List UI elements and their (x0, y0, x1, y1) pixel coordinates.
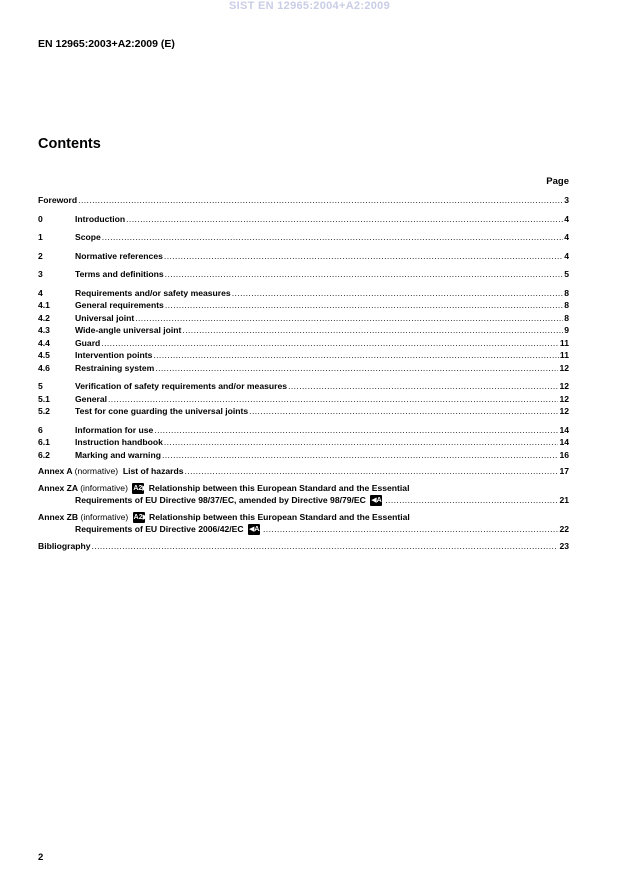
toc-entry-number: 6.2 (38, 449, 50, 460)
toc-entry-number: 1 (38, 232, 43, 242)
toc-entry-title: Restraining system (75, 362, 155, 373)
toc-entry-annex-zb-continued[interactable] (38, 523, 569, 536)
dot-leader (232, 287, 564, 300)
toc-entry-number: 6 (38, 424, 43, 435)
toc-entry-scope[interactable] (38, 231, 569, 244)
dot-leader (165, 299, 563, 312)
toc-entry-foreword[interactable] (38, 194, 569, 207)
toc-entry-title: Bibliography (38, 540, 91, 551)
toc-entry-title: Foreword (38, 195, 78, 205)
toc-entry-number: 4.3 (38, 325, 50, 335)
toc-entry-bibliography[interactable] (38, 540, 569, 553)
contents-heading: Contents (38, 136, 101, 152)
toc-entry-page: 14 (559, 437, 569, 447)
toc-entry-cone-guarding-test[interactable] (38, 405, 569, 418)
toc-entry-instruction-handbook[interactable] (38, 436, 569, 449)
toc-entry-title: Guard (75, 337, 101, 348)
toc-entry-number: 4.2 (38, 312, 50, 323)
toc-entry-guard[interactable] (38, 337, 569, 350)
dot-leader (154, 424, 558, 437)
table-of-contents (38, 194, 569, 552)
toc-entry-title: General requirements (75, 300, 164, 310)
toc-entry-page: 12 (559, 362, 569, 373)
annex-label: Annex ZB (38, 511, 79, 522)
toc-entry-title: Wide-angle universal joint (75, 325, 182, 335)
page-number: 2 (38, 852, 44, 863)
dot-leader (108, 393, 558, 406)
toc-entry-number: 4.1 (38, 300, 50, 310)
annex-type: (informative) (80, 511, 129, 522)
amendment-end-marker-icon: ◀A2 (371, 497, 386, 505)
annex-type: (normative) (74, 466, 119, 476)
page-column-heading: Page (546, 176, 569, 187)
toc-entry-title (38, 482, 409, 495)
toc-entry-wide-angle-joint[interactable] (38, 324, 569, 337)
toc-entry-page: 12 (559, 393, 569, 404)
toc-entry-number: 5 (38, 381, 43, 391)
toc-entry-page: 17 (559, 466, 569, 476)
toc-entry-requirements[interactable] (38, 287, 569, 300)
toc-entry-title: General (75, 393, 108, 404)
dot-leader (101, 337, 559, 350)
dot-leader (165, 268, 564, 281)
toc-entry-title: Verification of safety requirements and/or measures (75, 381, 288, 391)
toc-entry-title: Intervention points (75, 350, 153, 360)
toc-entry-number: 4.4 (38, 337, 50, 348)
annex-title-line2: Requirements of EU Directive 2006/42/EC (75, 524, 244, 534)
toc-entry-verification[interactable] (38, 380, 569, 393)
toc-entry-page: 14 (559, 424, 569, 435)
toc-entry-number: 4.5 (38, 350, 50, 360)
toc-entry-terms-definitions[interactable] (38, 268, 569, 281)
dot-leader (102, 231, 563, 244)
dot-leader (135, 312, 563, 325)
dot-leader (185, 465, 559, 478)
toc-entry-title: Marking and warning (75, 449, 161, 460)
toc-entry-annex-za[interactable] (38, 482, 569, 495)
toc-entry-information-for-use[interactable] (38, 424, 569, 437)
toc-entry-title: Instruction handbook (75, 437, 163, 447)
toc-entry-title: Terms and definitions (75, 269, 164, 279)
toc-entry-page: 23 (559, 540, 569, 551)
toc-entry-normative-references[interactable] (38, 250, 569, 263)
toc-entry-page: 16 (559, 449, 569, 460)
dot-leader (182, 324, 563, 337)
toc-entry-title (75, 494, 384, 507)
toc-entry-title: Test for cone guarding the universal joints (75, 406, 249, 416)
toc-entry-page: 11 (559, 337, 569, 348)
dot-leader (78, 194, 563, 207)
dot-leader (164, 250, 563, 263)
annex-title-line1: Relationship between this European Standard and the Essential (149, 511, 410, 522)
toc-entry-universal-joint[interactable] (38, 312, 569, 325)
toc-entry-page: 9 (564, 325, 569, 335)
annex-label: Annex ZA (38, 482, 78, 493)
toc-entry-number: 0 (38, 213, 43, 224)
toc-entry-annex-zb[interactable] (38, 511, 569, 524)
toc-entry-title: Introduction (75, 213, 126, 224)
annex-title-line1: Relationship between this European Standard and the Essential (148, 482, 410, 493)
dot-leader (92, 540, 559, 553)
annex-label: Annex A (38, 466, 73, 476)
amendment-start-marker-icon: A2▶ (133, 484, 148, 492)
toc-entry-number: 2 (38, 250, 43, 261)
toc-entry-title (38, 465, 184, 478)
toc-entry-title (38, 511, 410, 524)
toc-entry-annex-za-continued[interactable] (38, 494, 569, 507)
toc-entry-page: 22 (559, 524, 569, 534)
toc-entry-number: 5.2 (38, 406, 50, 416)
toc-entry-page: 8 (564, 300, 569, 310)
dot-leader (164, 436, 559, 449)
toc-entry-page: 5 (564, 269, 569, 279)
toc-entry-number: 6.1 (38, 437, 50, 447)
toc-entry-title (75, 523, 262, 536)
toc-entry-general[interactable] (38, 393, 569, 406)
toc-entry-page: 21 (559, 495, 569, 505)
toc-entry-page: 4 (564, 250, 569, 261)
toc-entry-marking-warning[interactable] (38, 449, 569, 462)
toc-entry-title: Normative references (75, 250, 163, 261)
toc-entry-annex-a[interactable] (38, 465, 569, 478)
toc-entry-page: 8 (564, 287, 569, 298)
annex-title-line2: Requirements of EU Directive 98/37/EC, amended by Directive 98/79/EC (75, 495, 366, 505)
toc-entry-title: Universal joint (75, 312, 135, 323)
document-identifier: EN 12965:2003+A2:2009 (E) (38, 38, 175, 50)
toc-entry-title: Scope (75, 232, 101, 242)
toc-entry-page: 4 (564, 232, 569, 242)
toc-entry-intervention-points[interactable] (38, 349, 569, 362)
amendment-start-marker-icon: A2▶ (133, 513, 148, 521)
toc-entry-number: 4.6 (38, 362, 50, 373)
toc-entry-title: Information for use (75, 424, 154, 435)
annex-type: (informative) (80, 482, 128, 493)
toc-entry-page: 8 (564, 312, 569, 323)
toc-entry-number: 5.1 (38, 393, 50, 404)
toc-entry-page: 3 (564, 195, 569, 205)
toc-entry-general-requirements[interactable] (38, 299, 569, 312)
dot-leader (155, 362, 558, 375)
toc-entry-number: 3 (38, 269, 43, 279)
dot-leader (385, 494, 558, 507)
toc-entry-page: 4 (564, 213, 569, 224)
annex-title: List of hazards (122, 466, 184, 476)
watermark: SIST EN 12965:2004+A2:2009 (229, 0, 390, 12)
amendment-end-marker-icon: ◀A2 (249, 526, 264, 534)
toc-entry-restraining-system[interactable] (38, 362, 569, 375)
toc-entry-number: 4 (38, 287, 43, 298)
dot-leader (126, 213, 563, 226)
dot-leader (288, 380, 558, 393)
toc-entry-page: 12 (559, 381, 569, 391)
dot-leader (162, 449, 558, 462)
toc-entry-page: 12 (559, 406, 569, 416)
dot-leader (249, 405, 558, 418)
toc-entry-title: Requirements and/or safety measures (75, 287, 231, 298)
dot-leader (153, 349, 559, 362)
toc-entry-introduction[interactable] (38, 213, 569, 226)
toc-entry-page: 11 (559, 350, 569, 360)
dot-leader (263, 523, 558, 536)
